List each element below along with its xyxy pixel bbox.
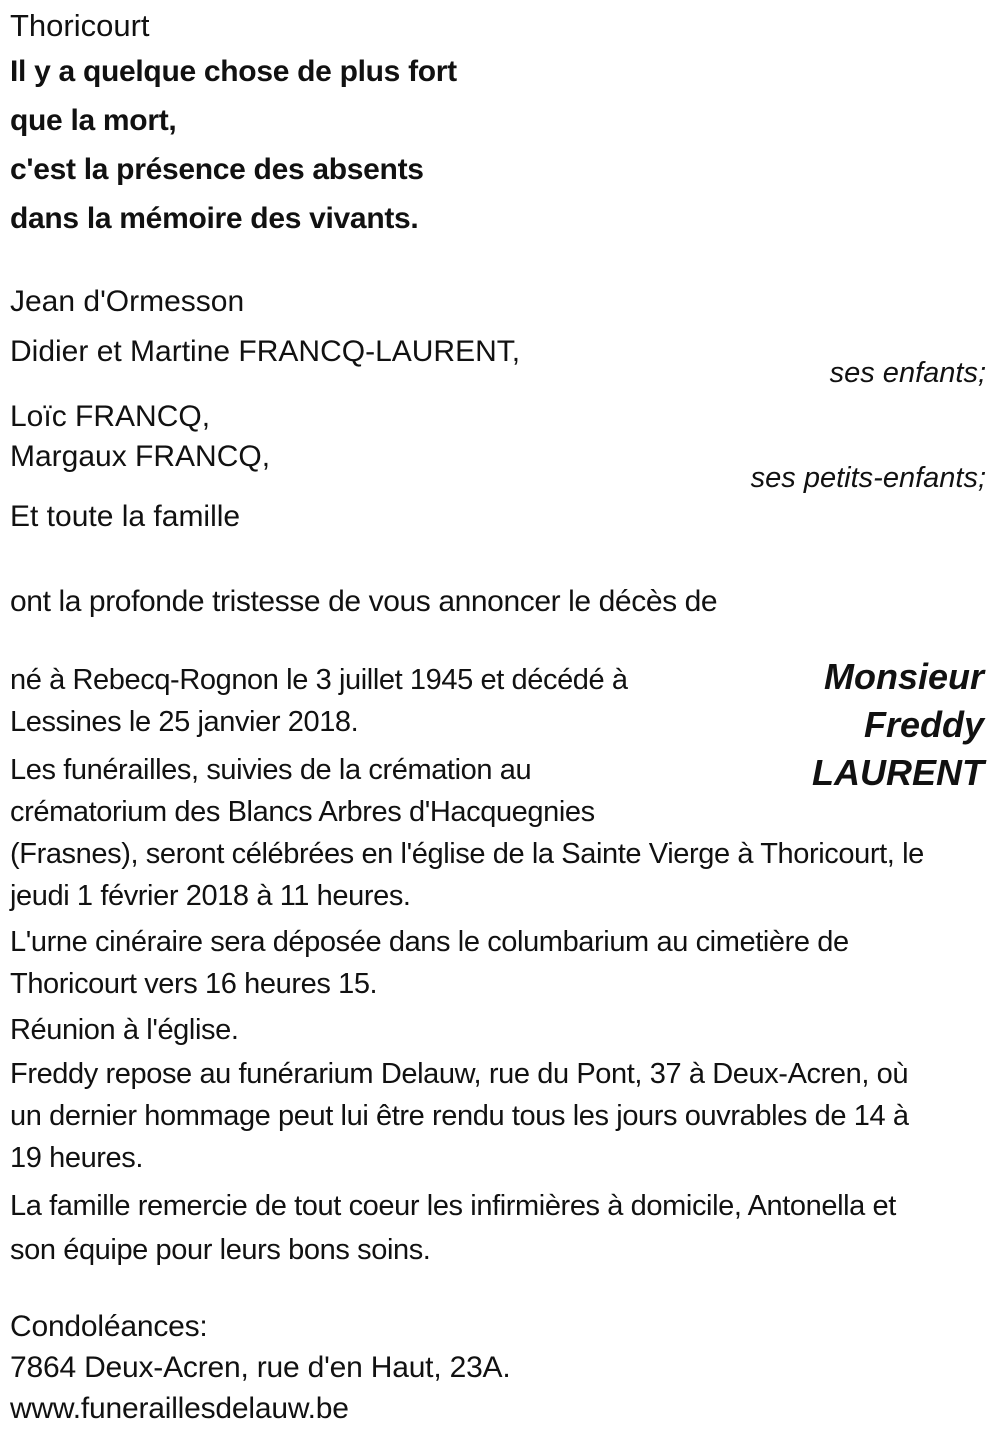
paragraph-urn: L'urne cinéraire sera déposée dans le columbarium au cimetière de Thoricourt vers 16 heures 15. — [10, 926, 849, 1000]
grandchildren-relation-label: ses petits-enfants; — [750, 462, 986, 494]
deceased-last-name: LAURENT — [812, 752, 984, 793]
family-grandchild-1: Loïc FRANCQ, — [10, 400, 211, 433]
paragraph-funeral: Les funérailles, suivies de la crémation au crématorium des Blancs Arbres d'Hacquegnies (Frasnes), seront célébrées en l'église de la Sainte Vierge à Thoricourt, le jeudi 1 février 2018 à 11 heures. — [10, 754, 924, 912]
condolences-address: 7864 Deux-Acren, rue d'en Haut, 23A. — [10, 1351, 511, 1384]
family-rest: Et toute la famille — [10, 500, 241, 533]
quote-block: Il y a quelque chose de plus fort que la mort, c'est la présence des absents dans la mémoire des vivants. — [10, 55, 457, 235]
condolences-block — [10, 1306, 511, 1429]
condolences-label: Condoléances: — [10, 1310, 208, 1343]
paragraph-repose: Freddy repose au funérarium Delauw, rue du Pont, 37 à Deux-Acren, où un dernier hommage peut lui être rendu tous les jours ouvrables de 14 à 19 heures. — [10, 1058, 909, 1174]
paragraph-meeting: Réunion à l'église. — [10, 1014, 239, 1046]
place-name: Thoricourt — [10, 8, 150, 43]
children-relation-label: ses enfants; — [829, 357, 986, 389]
quote-author: Jean d'Ormesson — [10, 285, 245, 318]
announcement-line: ont la profonde tristesse de vous annoncer le décès de — [10, 585, 718, 618]
deceased-first-name: Freddy — [863, 704, 984, 745]
condolences-website: www.funeraillesdelauw.be — [10, 1392, 349, 1425]
family-grandchild-2: Margaux FRANCQ, — [10, 440, 271, 473]
deceased-title: Monsieur — [823, 656, 984, 697]
paragraph-thanks: La famille remercie de tout coeur les infirmières à domicile, Antonella et son équipe pour leurs bons soins. — [10, 1190, 896, 1266]
family-children-names: Didier et Martine FRANCQ-LAURENT, — [10, 335, 521, 368]
paragraph-birth-death: né à Rebecq-Rognon le 3 juillet 1945 et décédé à Lessines le 25 janvier 2018. — [10, 664, 628, 738]
